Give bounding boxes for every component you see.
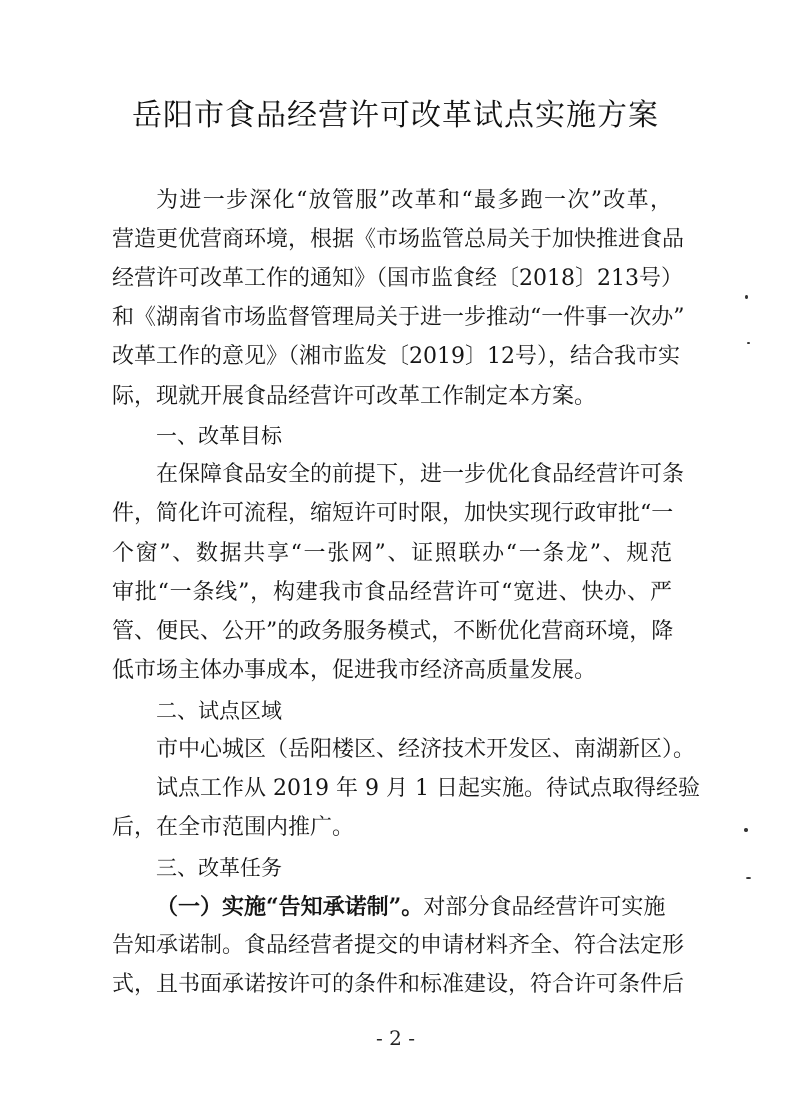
- section-heading: 一、改革目标: [156, 424, 282, 448]
- item-text: 对部分食品经营许可实施: [423, 895, 666, 920]
- intro-line: 改革工作的意见》（湘市监发〔2019〕12号），结合我市实: [112, 344, 680, 369]
- page-number: - 2 -: [376, 1026, 415, 1050]
- intro-line: 营造更优营商环境，根据《市场监管总局关于加快推进食品: [112, 227, 685, 252]
- section-heading: 三、改革任务: [156, 856, 282, 880]
- paragraph-line: [156, 887, 672, 927]
- document-title: 岳阳市食品经营许可改革试点实施方案: [132, 98, 659, 133]
- paragraph-line: 告知承诺制。食品经营者提交的申请材料齐全、符合法定形: [112, 933, 685, 958]
- item-label: （一）实施“告知承诺制”。: [156, 894, 424, 920]
- intro-line: 和《湖南省市场监督管理局关于进一步推动“一件事一次办”: [112, 305, 685, 330]
- paragraph-line: 件，简化许可流程，缩短许可时限，加快实现行政审批“一: [112, 501, 674, 526]
- paragraph-line: 低市场主体办事成本，促进我市经济高质量发展。: [112, 658, 597, 683]
- scan-speck: [746, 877, 751, 879]
- intro-line: 为进一步深化“放管服”改革和“最多跑一次”改革，: [156, 188, 672, 213]
- section-heading: 二、试点区域: [156, 699, 282, 723]
- intro-line: 经营许可改革工作的通知》（国市监食经〔2018〕213号）: [112, 266, 683, 291]
- paragraph-line: 市中心城区（岳阳楼区、经济技术开发区、南湖新区）。: [156, 737, 696, 762]
- paragraph-line: 式，且书面承诺按许可的条件和标准建设，符合许可条件后: [112, 972, 685, 997]
- intro-line: 际，现就开展食品经营许可改革工作制定本方案。: [112, 384, 597, 409]
- paragraph-line: 在保障食品安全的前提下，进一步优化食品经营许可条: [156, 462, 685, 487]
- paragraph-line: 个窗”、数据共享“一张网”、证照联办“一条龙”、规范: [112, 541, 672, 566]
- scan-speck: [745, 295, 748, 299]
- scan-speck: [744, 828, 748, 832]
- paragraph-line: 后，在全市范围内推广。: [112, 815, 355, 840]
- paragraph-line: 审批“一条线”，构建我市食品经营许可“宽进、快办、严: [112, 580, 672, 605]
- paragraph-line: 试点工作从 2019 年 9 月 1 日起实施。待试点取得经验: [156, 776, 700, 801]
- paragraph-line: 管、便民、公开”的政务服务模式，不断优化营商环境，降: [112, 619, 674, 644]
- scan-speck: [747, 342, 750, 344]
